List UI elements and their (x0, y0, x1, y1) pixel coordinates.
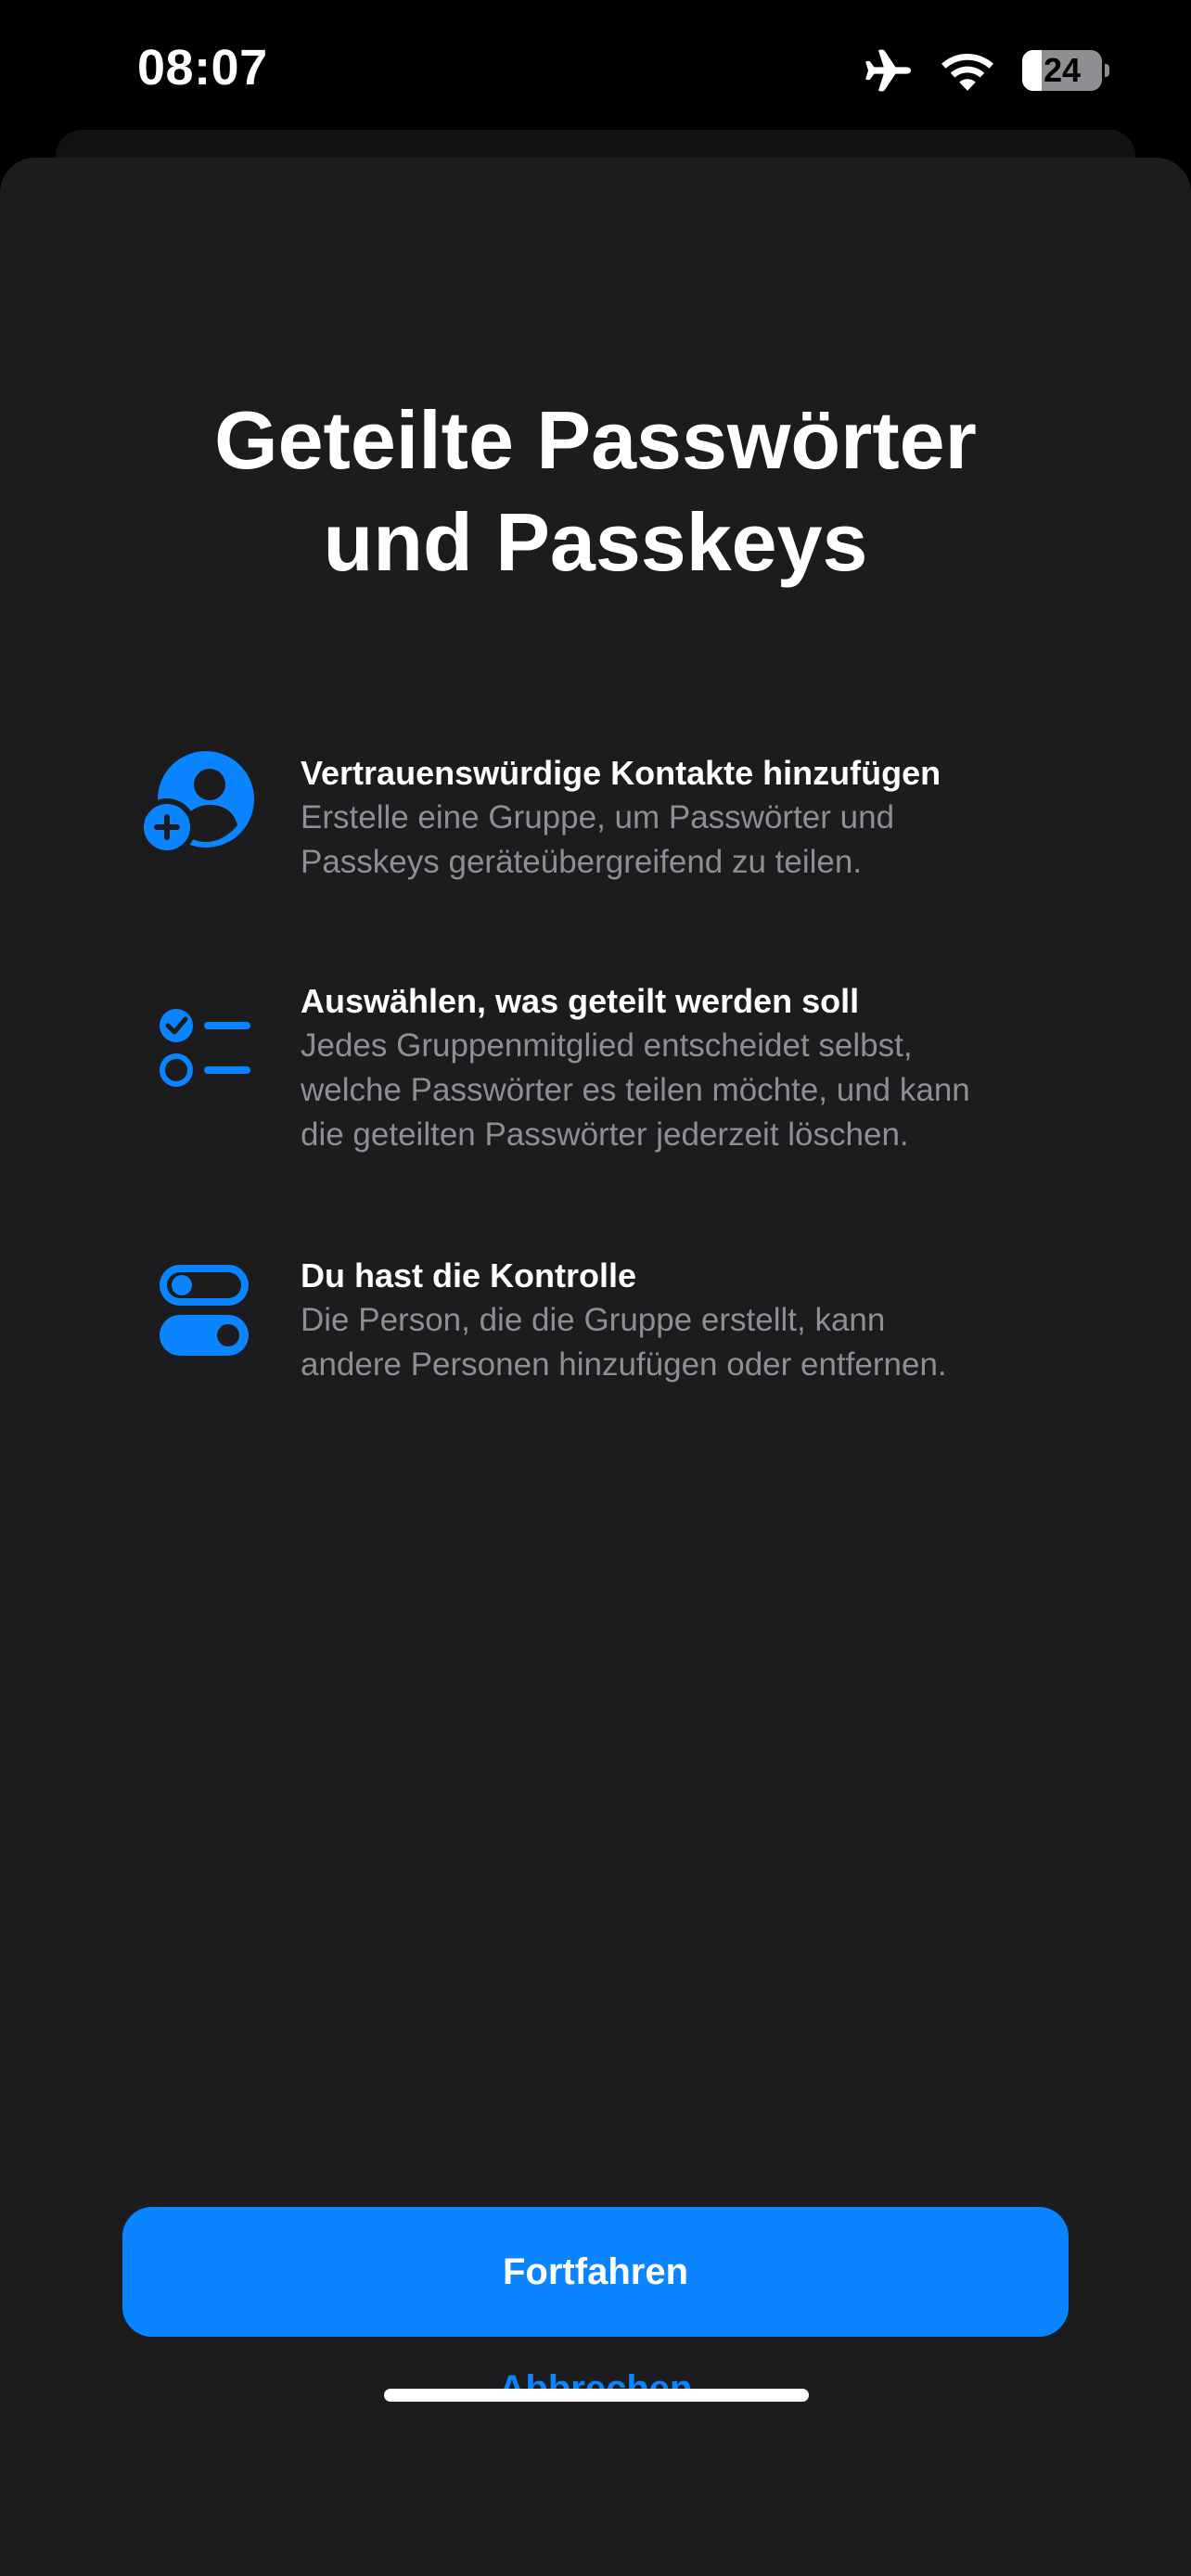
airplane-icon (864, 49, 913, 92)
add-contact-icon (139, 751, 260, 872)
feature-title: Auswählen, was geteilt werden soll (301, 982, 860, 1020)
feature-description (301, 1024, 1061, 1157)
battery-tip (1105, 64, 1109, 77)
battery-icon (1022, 50, 1102, 91)
feature-text (301, 1254, 1061, 1387)
toggles-icon (139, 1257, 260, 1378)
sheet-title-line-1: Geteilte Passwörter (214, 394, 977, 486)
battery-level: 24 (1043, 51, 1082, 89)
feature-text (301, 751, 1061, 885)
feature-description-line: welche Passwörter es teilen möchte, und kann (301, 1072, 970, 1108)
onboarding-sheet (0, 158, 1191, 2576)
sheet-title-line-2: und Passkeys (323, 496, 868, 588)
status-icons (864, 46, 1102, 95)
feature-description-line: Erstelle eine Gruppe, um Passwörter und (301, 799, 895, 835)
feature-description-line: Passkeys geräteübergreifend zu teilen. (301, 844, 863, 880)
wifi-icon (941, 50, 994, 91)
battery-level-fill (1022, 50, 1042, 91)
sheet-title (0, 389, 1191, 593)
status-bar (0, 0, 1191, 139)
home-indicator[interactable] (384, 2389, 809, 2402)
checklist-icon (139, 988, 260, 1109)
status-time: 08:07 (137, 40, 268, 96)
feature-title: Vertrauenswürdige Kontakte hinzufügen (301, 754, 941, 792)
feature-description-line: Die Person, die die Gruppe erstellt, kann (301, 1302, 886, 1338)
feature-title: Du hast die Kontrolle (301, 1256, 637, 1294)
feature-description (301, 1298, 1061, 1387)
feature-description (301, 796, 1061, 885)
feature-text (301, 979, 1061, 1157)
feature-description-line: andere Personen hinzufügen oder entfernen. (301, 1346, 947, 1383)
feature-description-line: die geteilten Passwörter jederzeit löschen. (301, 1116, 909, 1153)
feature-description-line: Jedes Gruppenmitglied entscheidet selbst, (301, 1027, 913, 1064)
continue-button[interactable]: Fortfahren (122, 2207, 1069, 2337)
